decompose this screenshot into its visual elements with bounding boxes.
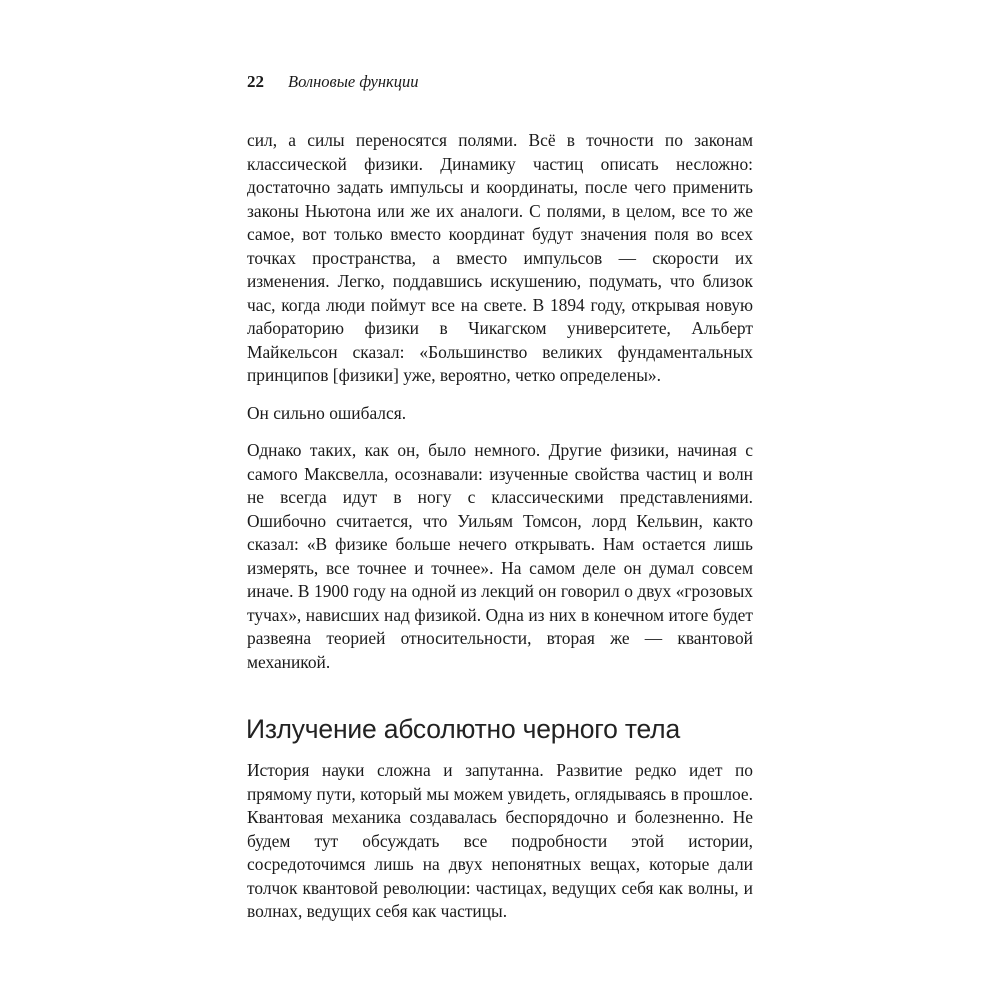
paragraph: Однако таких, как он, было немного. Другие физики, начиная с самого Максвелла, осознавали: изученные свойства частиц и волн не всегда идут в ногу с классическими представлениями. Ошибочно считается, что Уильям Томсон, лорд Кельвин, както сказал: «В физике больше нечего открывать. Нам остается лишь измерять, все точнее и точнее». На самом деле он думал совсем иначе. В 1900 году на одной из лекций он говорил о двух «грозовых тучах», нависших над физикой. Одна из них в конечном итоге будет развеяна теорией относительности, вторая же — квантовой механикой. [247,440,753,672]
paragraph: История науки сложна и запутанна. Развитие редко идет по прямому пути, который мы можем увидеть, оглядываясь в прошлое. Квантовая механика создавалась беспорядочно и болезненно. Не будем тут обсуждать все подробности этой истории, сосредоточимся лишь на двух непонятных вещах, которые дали толчок квантовой революции: частицах, ведущих себя как волны, и волнах, ведущих себя как частицы. [247,760,753,921]
chapter-title: Волновые функции [288,72,419,91]
book-page [247,72,753,938]
paragraph: сил, а силы переносятся полями. Всё в точности по законам классической физики. Динамику частиц описать несложно: достаточно задать импульсы и координаты, после чего применить законы Ньютона или же их аналоги. С полями, в целом, все то же самое, вот только вместо координат будут значения поля во всех точках пространства, а вместо импульсов — скорости их изменения. Легко, поддавшись искушению, подумать, что близок час, когда люди поймут все на свете. В 1894 году, открывая новую лабораторию физики в Чикагском университете, Альберт Майкельсон сказал: «Большинство великих фундаментальных принципов [физики] уже, вероятно, четко определены». [247,130,753,385]
section-heading: Излучение абсолютно черного тела [246,714,680,744]
page-body [247,129,753,924]
running-header [247,72,753,102]
page-number: 22 [247,72,264,91]
paragraph: Он сильно ошибался. [247,402,407,423]
